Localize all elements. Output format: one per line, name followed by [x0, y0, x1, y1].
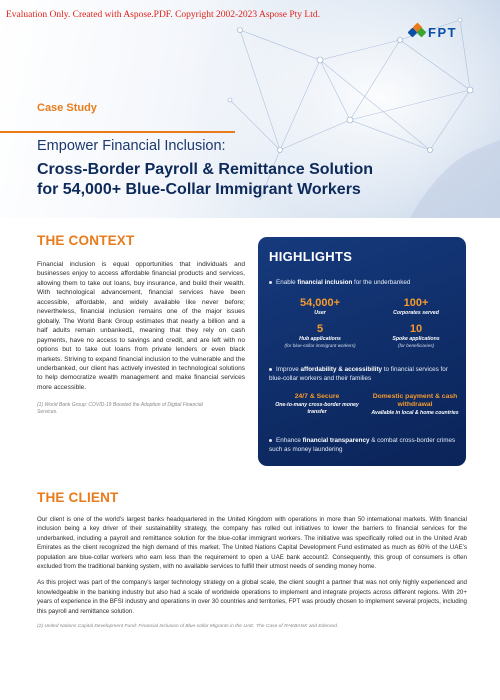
stat-sublabel: (for beneficiaries): [397, 343, 435, 348]
feature-label: Available in local & home countries: [371, 410, 459, 416]
evaluation-watermark: Evaluation Only. Created with Aspose.PDF. Copyright 2002-2023 Aspose Pty Ltd.: [6, 10, 320, 20]
bullet-dot: [269, 439, 272, 442]
client-footnote: (2) United Nations Capital Development Fund: Financial Inclusion of Blue-collar Migrants in the UAE. The Case of RAKBANK and Edenred.: [37, 624, 339, 630]
orange-divider: [0, 131, 235, 133]
feature-value: Domestic payment & cash withdrawal: [372, 393, 458, 408]
highlight-bullet-3: [269, 437, 461, 454]
stat-label: Hub applications: [299, 336, 341, 342]
case-study-label: Case Study: [37, 102, 97, 114]
bullet-bold: financial inclusion: [297, 279, 353, 286]
feature-value: 24/7 & Secure: [294, 393, 340, 400]
context-heading: THE CONTEXT: [37, 233, 135, 248]
stat-label: Spoke applications: [392, 336, 440, 342]
stat-label: User: [314, 310, 326, 316]
bullet-text: to financial services for blue-collar workers and their families: [269, 366, 448, 382]
bullet-text: Enhance: [276, 437, 303, 444]
stat-value: 54,000+: [299, 297, 341, 309]
highlights-card: [258, 237, 466, 466]
client-paragraph-1: Our client is one of the world’s largest banks headquartered in the United Kingdom with operations in more than 50 international markets. With financial inclusion being a key driver of their sustainability strategy, the company has rolled out initiatives to lower the barriers to financial services for the underbanked, including a payroll and remittance solution for the blue-collar immigrant workers. The initiative was specifically rolled out in the United Arab Emirates as the client recognized the high demand of this market. The United Nations Capital Development Fund estimated as much as 60% of the UAE’s population are blue-collar workers who earn less than the requirement to open a UAE bank account2. Consequently, this group of consumers is often excluded from the traditional banking system, with no available services to fulfill their utmost needs of sending money home.: [37, 516, 467, 571]
stat-label: Corporates served: [393, 310, 439, 316]
context-footnote: (1) World Bank Group: COVID-19 Boosted the Adoption of Digital Financial Services.: [37, 402, 203, 416]
fpt-logo: [409, 24, 457, 40]
highlights-heading: HIGHLIGHTS: [269, 249, 353, 264]
hero-banner: [0, 0, 500, 218]
feature-label: One-to-many cross-border money transfer: [275, 402, 359, 415]
bullet-dot: [269, 281, 272, 284]
title-line-1: Cross-Border Payroll & Remittance Solution: [37, 161, 374, 178]
stat-spoke-apps: [370, 323, 462, 348]
bullet-text: & combat cross-border crimes such as money laundering: [269, 437, 456, 453]
client-body: [37, 515, 467, 616]
stat-value: 100+: [403, 297, 429, 309]
stat-hub-apps: [274, 323, 366, 348]
bullet-text: for the underbanked: [352, 279, 411, 286]
stat-value: 10: [409, 323, 423, 335]
bullet-text: Enable: [276, 279, 298, 286]
page-subtitle: Empower Financial Inclusion:: [37, 138, 226, 154]
stat-users: [274, 297, 366, 316]
bullet-bold: financial transparency: [302, 437, 370, 444]
client-heading: THE CLIENT: [37, 490, 119, 505]
context-body: Financial inclusion is equal opportunities that individuals and businesses enjoy to access affordable financial products and services, allowing them to take out loans, buy insurance, and build their wealth. With technological advancement, financial services have been accessible, affordable, and widely available like never before; nevertheless, financial inclusion remains one of the major issues globally. The World Bank Group estimates that nearly a billion and a half adults remain unbanked1, meaning that they rely on cash payments, have no access to savings and credit, and are left with no options but to take out loans from private lenders or even black markets. Striving to expand financial inclusion to the vulnerable and the underbanked, our client has actively invested in technological solutions to help democratize wealth management and make financial services more accessible.: [37, 261, 245, 391]
feature-secure-transfer: [272, 393, 362, 415]
client-paragraph-2: As this project was part of the company’s larger technology strategy on a global scale, the client sought a partner that was not only highly experienced and knowledgeable in the banking industry but also had a scale of worldwide operations to implement and integrate projects across different regions. With 20+ years of experience in the BFSI industry and operations in over 30 countries and territories, FPT was proudly chosen to implement several projects, including this payroll and remittance solution.: [37, 579, 467, 615]
context-section: [37, 233, 245, 416]
highlight-bullet-1: [269, 279, 461, 288]
client-section: [37, 490, 467, 629]
fpt-logo-mark: [409, 24, 425, 40]
stat-value: 5: [316, 323, 324, 335]
highlight-bullet-2: [269, 366, 461, 383]
bullet-text: Improve: [276, 366, 301, 373]
feature-domestic-payment: [370, 393, 460, 417]
fpt-logo-text: FPT: [428, 24, 458, 40]
stat-corporates: [370, 297, 462, 316]
title-line-2: for 54,000+ Blue-Collar Immigrant Workers: [37, 181, 361, 198]
bullet-dot: [269, 368, 272, 371]
page-title: [37, 160, 477, 200]
stat-sublabel: (for blue-collar immigrant workers): [284, 343, 356, 348]
bullet-bold: affordability & accessibility: [300, 366, 383, 373]
